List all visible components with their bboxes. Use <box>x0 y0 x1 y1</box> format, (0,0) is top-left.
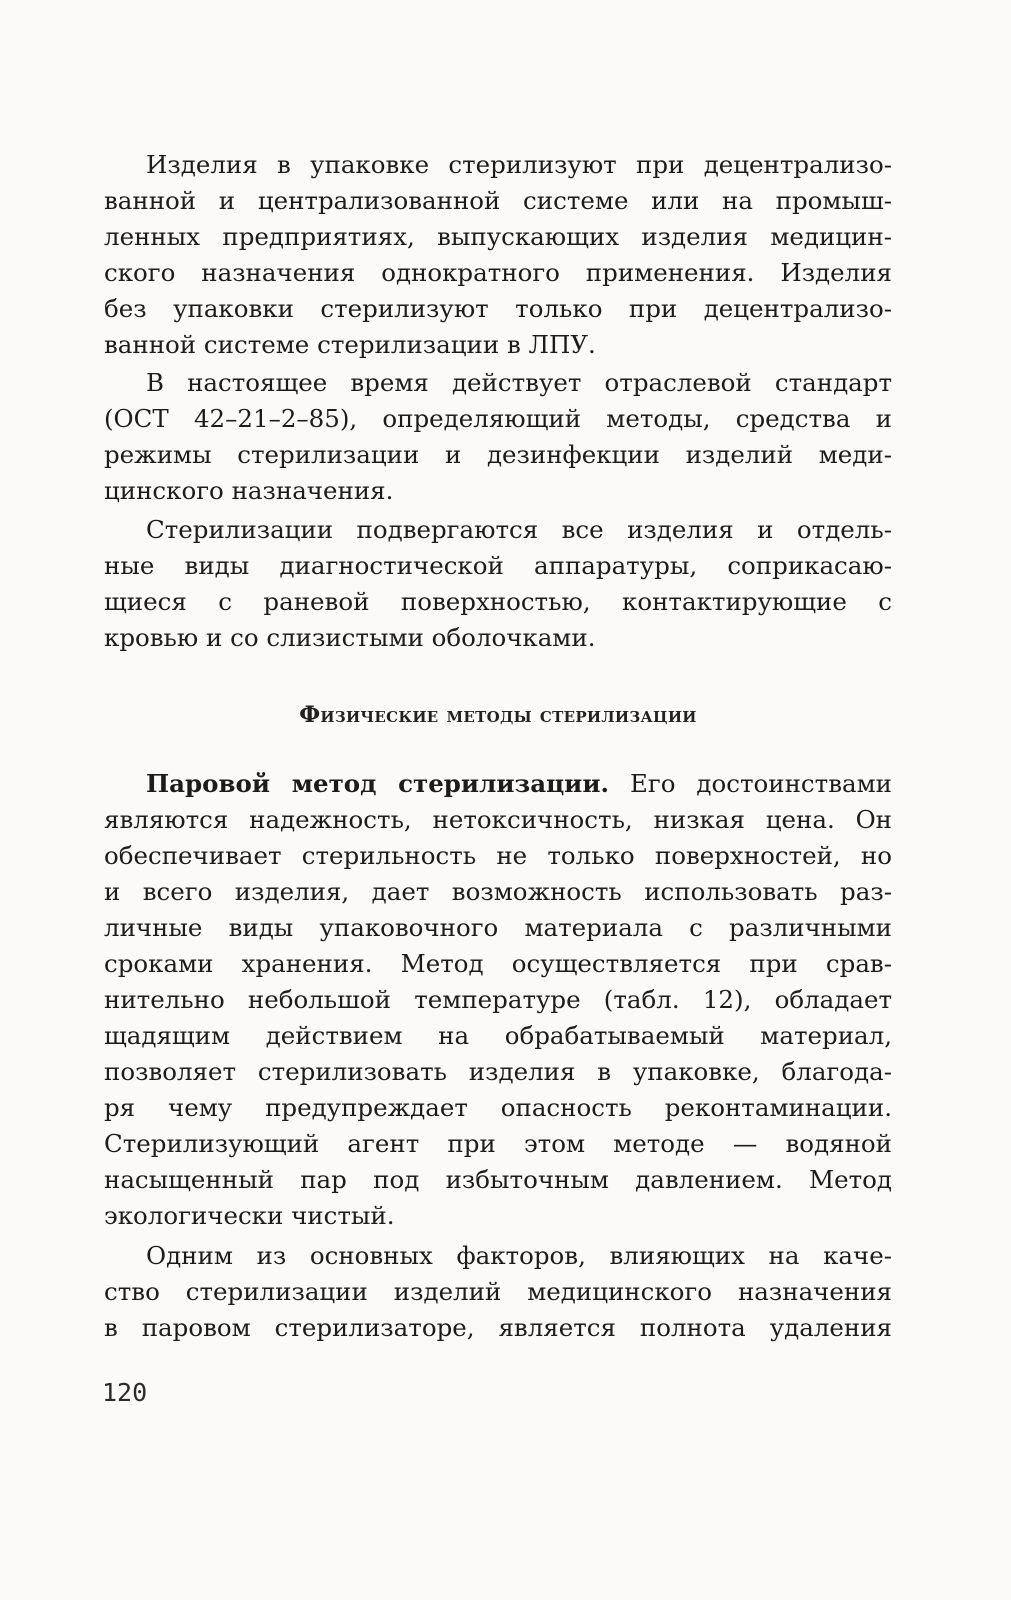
section-heading: Физические методы стерилизации <box>299 702 697 728</box>
text-line: ство стерилизации изделий медицинского назначения <box>104 1277 892 1306</box>
text-line: режимы стерилизации и дезинфекции изделий меди- <box>104 440 892 469</box>
text-line: личные виды упаковочного материала с различными <box>104 913 892 942</box>
text-line: (ОСТ 42–21–2–85), определяющий методы, средства и <box>104 404 892 433</box>
text-line: ванной системе стерилизации в ЛПУ. <box>104 330 596 359</box>
text-line: в паровом стерилизаторе, является полнота удаления <box>104 1313 892 1342</box>
text-line: ря чему предупреждает опасность реконтаминации. <box>104 1093 892 1122</box>
text-line: цинского назначения. <box>104 476 394 505</box>
text-line: щадящим действием на обрабатываемый материал, <box>104 1021 892 1050</box>
page-number: 120 <box>102 1378 148 1407</box>
text-line: нительно небольшой температуре (табл. 12), обладает <box>104 985 892 1014</box>
text-line: ского назначения однократного применения. Изделия <box>104 258 892 287</box>
text-line: ные виды диагностической аппаратуры, соприкасаю- <box>104 551 892 580</box>
text-line: ленных предприятиях, выпускающих изделия медицин- <box>104 222 892 251</box>
text-line: Одним из основных факторов, влияющих на каче- <box>146 1241 892 1270</box>
text-line: В настоящее время действует отраслевой стандарт <box>146 368 892 397</box>
text-line: ванной и централизованной системе или на промыш- <box>104 186 892 215</box>
text-line: экологически чистый. <box>104 1201 395 1230</box>
text-line: щиеся с раневой поверхностью, контактирующие с <box>104 587 892 616</box>
text-line: Стерилизующий агент при этом методе — водяной <box>104 1129 892 1158</box>
text-line: являются надежность, нетоксичность, низкая цена. Он <box>104 805 892 834</box>
text-run: Его достоинствами <box>609 769 892 798</box>
bold-lead-in: Паровой метод стерилизации. <box>146 769 610 798</box>
text-line: без упаковки стерилизуют только при децентрализо- <box>104 294 892 323</box>
text-line: Изделия в упаковке стерилизуют при децентрализо- <box>146 150 892 179</box>
text-line: насыщенный пар под избыточным давлением. Метод <box>104 1165 892 1194</box>
text-line: Стерилизации подвергаются все изделия и отдель- <box>146 515 892 544</box>
text-line: кровью и со слизистыми оболочками. <box>104 623 596 652</box>
text-line <box>146 766 892 802</box>
text-line: обеспечивает стерильность не только поверхностей, но <box>104 841 892 870</box>
text-line: сроками хранения. Метод осуществляется при срав- <box>104 949 892 978</box>
text-line: и всего изделия, дает возможность использовать раз- <box>104 877 892 906</box>
text-line: позволяет стерилизовать изделия в упаковке, благода- <box>104 1057 892 1086</box>
